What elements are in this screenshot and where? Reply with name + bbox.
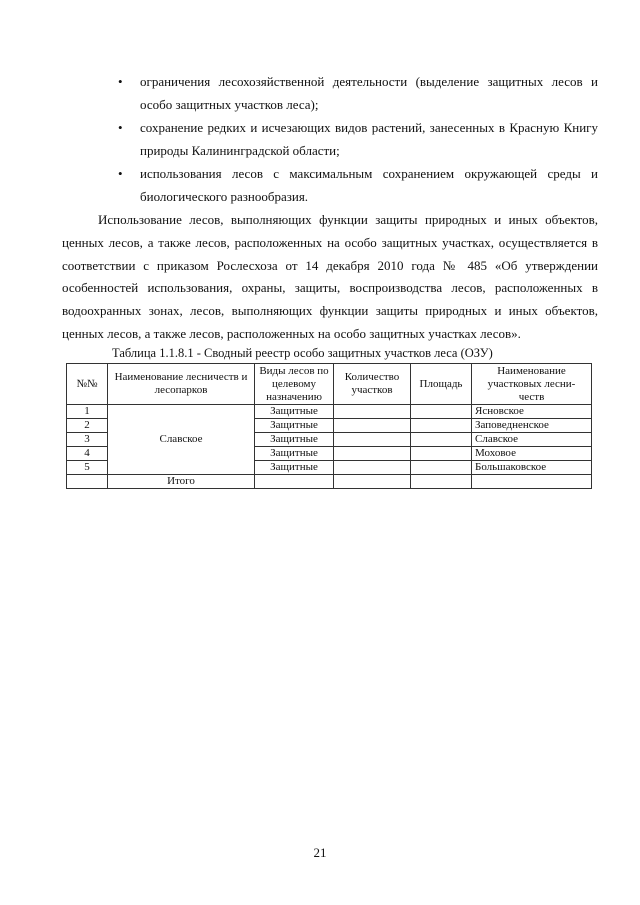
- cell-num: 4: [67, 447, 108, 461]
- cell-type: Защитные: [255, 405, 334, 419]
- cell-type: Защитные: [255, 419, 334, 433]
- cell-num: 5: [67, 461, 108, 475]
- cell-area: [411, 461, 472, 475]
- bullet-dot-icon: •: [118, 120, 123, 135]
- body-paragraph: Использование лесов, выполняющих функции защиты природных и иных объектов, ценных лесов, а также лесов, расположенных на особо защитных участках, осуществляется в соответствии с приказом Рослесхоза от 14 декабря 2010 года № 485 «Об утверждении особенностей использования, охраны, защиты, воспроизводства лесов, расположенных в водоохранных зонах, лесов, выполняющих функции защиты природных и иных объектов, ценных лесов, а также лесов, расположенных на особо защитных участках лесов».: [62, 212, 598, 341]
- bullet-text: использования лесов с максимальным сохранением окружающей среды и биологического разнообразия.: [140, 166, 598, 204]
- cell-area: [411, 433, 472, 447]
- header-num: №№: [67, 364, 108, 405]
- bullet-list: [118, 70, 598, 208]
- cell-count: [334, 433, 411, 447]
- header-forestry: Наименование лесничеств и лесопарков: [108, 364, 255, 405]
- cell-area: [411, 447, 472, 461]
- table-total-row: [67, 475, 592, 489]
- bullet-item: [118, 162, 598, 208]
- bullet-dot-icon: •: [118, 166, 123, 181]
- cell-area: [411, 405, 472, 419]
- cell-district: Ясновское: [472, 405, 592, 419]
- bullet-item: [118, 116, 598, 162]
- cell-type: Защитные: [255, 433, 334, 447]
- cell-count: [334, 461, 411, 475]
- cell-type-empty: [255, 475, 334, 489]
- bullet-text: ограничения лесохозяйственной деятельности (выделение защитных лесов и особо защитных участков леса);: [140, 74, 598, 112]
- cell-district: Большаковское: [472, 461, 592, 475]
- cell-count-empty: [334, 475, 411, 489]
- cell-type: Защитные: [255, 447, 334, 461]
- bullet-item: [118, 70, 598, 116]
- cell-count: [334, 405, 411, 419]
- cell-total-label: Итого: [108, 475, 255, 489]
- bullet-dot-icon: •: [118, 74, 123, 89]
- header-count: Количество участков: [334, 364, 411, 405]
- cell-forestry-name: Славское: [108, 405, 255, 475]
- table-header-row: [67, 364, 592, 405]
- cell-num: 3: [67, 433, 108, 447]
- table-caption: Таблица 1.1.8.1 - Сводный реестр особо защитных участков леса (ОЗУ): [112, 346, 493, 360]
- cell-area-empty: [411, 475, 472, 489]
- cell-count: [334, 419, 411, 433]
- cell-count: [334, 447, 411, 461]
- cell-num: 2: [67, 419, 108, 433]
- cell-district: Моховое: [472, 447, 592, 461]
- header-type: Виды лесов по целевому назначению: [255, 364, 334, 405]
- page-number: 21: [313, 845, 327, 860]
- header-area: Площадь: [411, 364, 472, 405]
- cell-district: Заповедненское: [472, 419, 592, 433]
- cell-area: [411, 419, 472, 433]
- cell-district-empty: [472, 475, 592, 489]
- cell-type: Защитные: [255, 461, 334, 475]
- ozu-registry-table: [66, 363, 592, 489]
- cell-district: Славское: [472, 433, 592, 447]
- cell-num-empty: [67, 475, 108, 489]
- header-district: Наименование участковых лесни-честв: [472, 364, 592, 405]
- cell-num: 1: [67, 405, 108, 419]
- table-row: [67, 405, 592, 419]
- bullet-text: сохранение редких и исчезающих видов растений, занесенных в Красную Книгу природы Калининградской области;: [140, 120, 598, 158]
